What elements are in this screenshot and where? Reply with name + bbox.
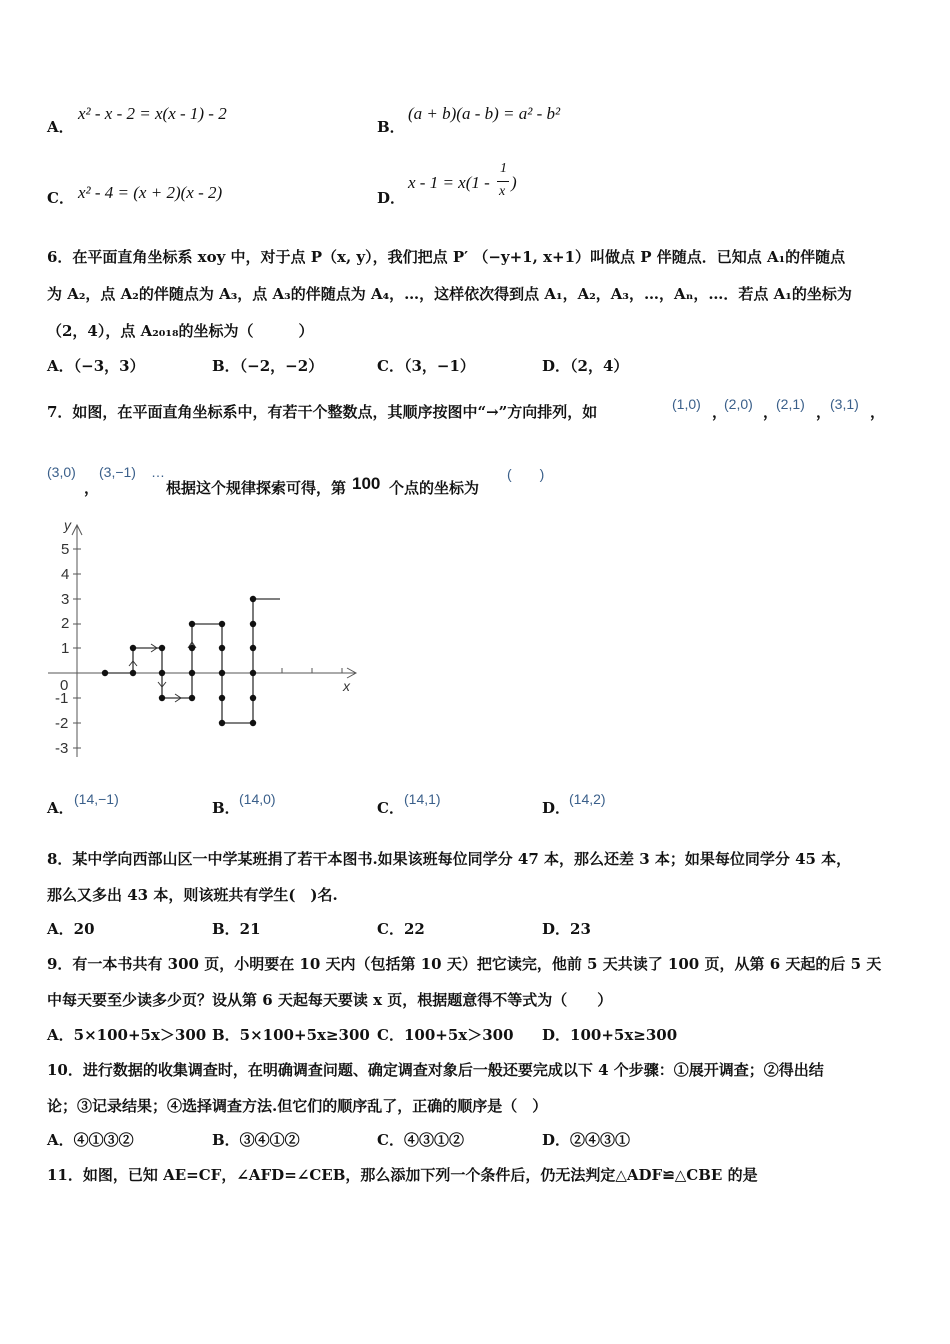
q5-option-a-expr: x² - x - 2 = x(x - 1) - 2 (78, 104, 227, 123)
q7-example-point-6: (3,−1) (99, 464, 136, 480)
q10-option-d: D．②④③① (542, 1131, 631, 1149)
q6-option-b: B．（−2，−2） (212, 357, 324, 375)
q6-line-2: 为 A₂，点 A₂的伴随点为 A₃，点 A₃的伴随点为 A₄，…，这样依次得到点 A₁，A₂，A₃，…，Aₙ，…．若点 A₁的坐标为 (47, 285, 852, 303)
q7-example-point-4: (3,1) (830, 396, 859, 412)
q8-line-1: 8．某中学向西部山区一中学某班捐了若干本图书.如果该班每位同学分 47 本，那么还差 3 本；如果每位同学分 45 本， (47, 850, 852, 868)
q7-ellipsis: … (151, 464, 165, 480)
y-tick-minus-1: -1 (55, 690, 69, 707)
q7-option-a-value: (14,−1) (74, 791, 119, 807)
q7-line-2-number: 100 (352, 474, 381, 493)
origin-label: 0 (60, 677, 69, 694)
q5-option-c-expr: x² - 4 = (x + 2)(x - 2) (78, 183, 223, 202)
q7-option-b-value: (14,0) (239, 791, 276, 807)
y-tick-3: 3 (61, 591, 70, 608)
y-tick-1: 1 (61, 640, 70, 657)
y-tick-4: 4 (61, 566, 70, 583)
q7-sep-4: ， (870, 403, 886, 421)
q5-option-d-frac-num: 1 (500, 161, 507, 176)
y-tick-minus-3: -3 (55, 740, 69, 757)
q5-option-d-expr-right: ) (511, 173, 517, 192)
q7-example-point-2: (2,0) (724, 396, 753, 412)
q7-example-point-1: (1,0) (672, 396, 701, 412)
y-tick-5: 5 (61, 541, 70, 558)
q7-option-b-label: B． (212, 799, 240, 817)
q7-option-c-label: C． (377, 799, 404, 817)
q5-option-b-expr: (a + b)(a - b) = a² - b² (408, 104, 561, 123)
x-axis-label: x (343, 678, 350, 694)
q8-option-c: C．22 (377, 920, 425, 938)
q9-line-2: 中每天要至少读多少页？设从第 6 天起每天要读 x 页，根据题意得不等式为（ ） (47, 991, 613, 1009)
q10-option-c: C．④③①② (377, 1131, 464, 1149)
q7-option-d-value: (14,2) (569, 791, 606, 807)
q7-line-2-text-b: 个点的坐标为 (389, 479, 480, 497)
q6-option-d: D．（2，4） (542, 357, 629, 375)
q7-coordinate-graph (40, 512, 370, 772)
q7-option-d-label: D． (542, 799, 571, 817)
q7-sep-3: ， (816, 403, 832, 421)
q8-option-b: B．21 (212, 920, 261, 938)
q8-option-d: D．23 (542, 920, 591, 938)
q10-line-2: 论；③记录结果；④选择调查方法.但它们的顺序乱了，正确的顺序是（ ） (47, 1097, 548, 1115)
q6-line-3: （2，4），点 A₂₀₁₈的坐标为（ ） (47, 322, 314, 340)
q7-answer-blank: ( ) (507, 466, 545, 482)
q5-option-b-label: B． (377, 118, 405, 136)
q7-sep-5: ， (84, 479, 100, 497)
q5-option-c-label: C． (47, 189, 74, 207)
q5-option-d-expr-left: x - 1 = x(1 - (408, 173, 490, 192)
q11-line-1: 11．如图，已知 AE=CF，∠AFD=∠CEB，那么添加下列一个条件后，仍无法判定△ADF≌△CBE 的是 (47, 1166, 758, 1184)
q7-line-2-text-a: 根据这个规律探索可得，第 (166, 479, 347, 497)
q7-option-a-label: A． (47, 799, 74, 817)
q5-option-d-frac-den: x (499, 184, 506, 199)
q6-option-c: C．（3，−1） (377, 357, 475, 375)
q8-option-a: A．20 (47, 920, 95, 938)
q6-option-a: A．（−3，3） (47, 357, 145, 375)
lattice-path (105, 599, 280, 723)
q7-example-point-3: (2,1) (776, 396, 805, 412)
q8-line-2: 那么又多出 43 本，则该班共有学生( )名. (47, 886, 338, 904)
q9-line-1: 9．有一本书共有 300 页，小明要在 10 天内（包括第 10 天）把它读完，他前 5 天共读了 100 页，从第 6 天起的后 5 天 (47, 955, 882, 973)
y-tick-2: 2 (61, 615, 70, 632)
q9-option-c: C．100+5x＞300 (377, 1026, 514, 1044)
q5-option-d-label: D． (377, 189, 406, 207)
q9-option-a: A．5×100+5x＞300 (47, 1026, 207, 1044)
q10-option-b: B．③④①② (212, 1131, 300, 1149)
q7-example-point-5: (3,0) (47, 464, 76, 480)
y-axis-label: y (64, 517, 71, 533)
q7-line-1: 7．如图，在平面直角坐标系中，有若干个整数点，其顺序按图中“→”方向排列，如 (47, 403, 598, 421)
q9-option-b: B．5×100+5x≥300 (212, 1026, 370, 1044)
q7-sep-1: ， (712, 403, 728, 421)
y-tick-minus-2: -2 (55, 715, 69, 732)
q5-option-a-label: A． (47, 118, 74, 136)
q7-sep-2: ， (763, 403, 779, 421)
q5-option-d-frac-bar (497, 181, 509, 182)
q6-line-1: 6．在平面直角坐标系 xoy 中，对于点 P（x, y），我们把点 P′ （−y+1, x+1）叫做点 P 伴随点．已知点 A₁的伴随点 (47, 248, 846, 266)
q10-line-1: 10．进行数据的收集调查时，在明确调查问题、确定调查对象后一般还要完成以下 4 个步骤：①展开调查；②得出结 (47, 1061, 824, 1079)
q9-option-d: D．100+5x≥300 (542, 1026, 678, 1044)
q7-option-c-value: (14,1) (404, 791, 441, 807)
q10-option-a: A．④①③② (47, 1131, 134, 1149)
